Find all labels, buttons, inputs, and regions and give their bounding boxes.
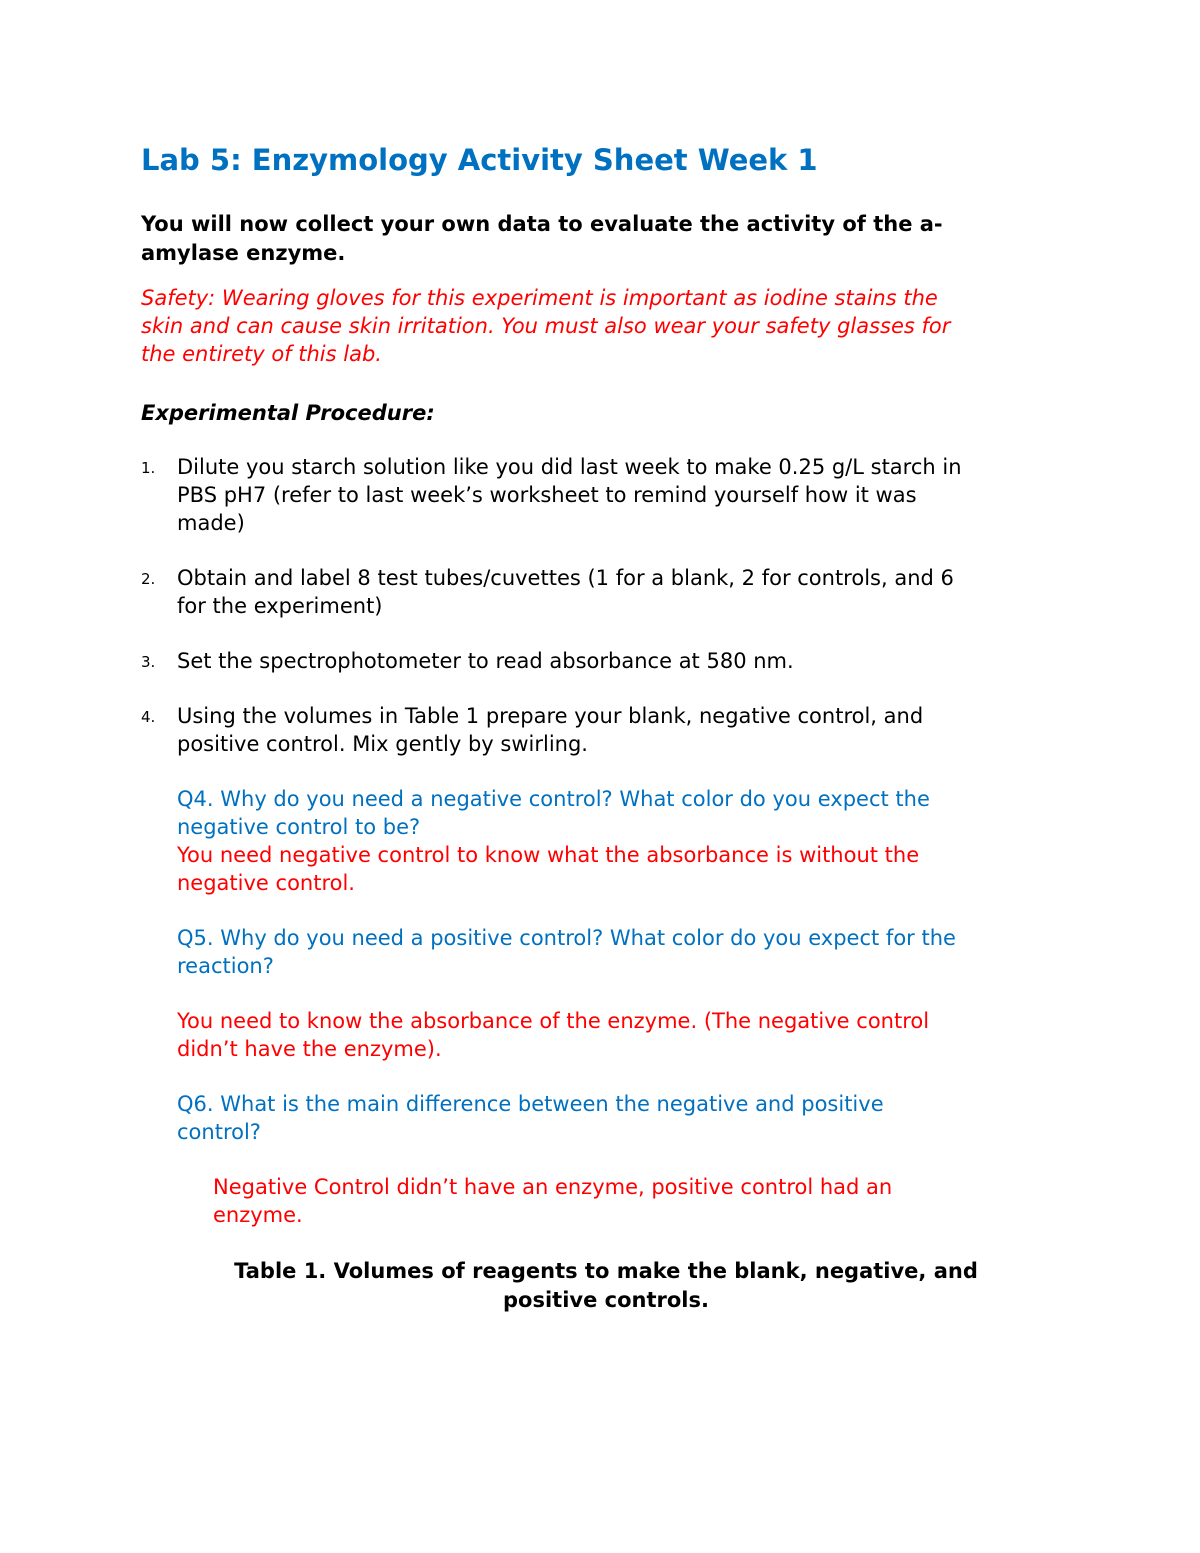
question-line: Q4. Why do you need a negative control? What color do you expect the bbox=[177, 787, 930, 811]
question-line: negative control to be? bbox=[177, 815, 421, 839]
procedure-heading: Experimental Procedure: bbox=[141, 401, 435, 425]
answer-line: enzyme. bbox=[213, 1203, 303, 1227]
answer-line: You need negative control to know what the absorbance is without the bbox=[177, 843, 920, 867]
table-caption bbox=[141, 1257, 1071, 1315]
procedure-step-2 bbox=[141, 564, 1071, 620]
step-number: 1. bbox=[141, 459, 156, 477]
safety-note bbox=[141, 284, 1071, 368]
caption-line: Table 1. Volumes of reagents to make the blank, negative, and bbox=[234, 1259, 978, 1283]
step-line: PBS pH7 (refer to last week’s worksheet to remind yourself how it was bbox=[177, 483, 917, 507]
answer-line: You need to know the absorbance of the enzyme. (The negative control bbox=[177, 1009, 930, 1033]
question-text bbox=[177, 924, 1071, 980]
answer-line: didn’t have the enzyme). bbox=[177, 1037, 442, 1061]
question-q4 bbox=[141, 785, 1071, 897]
answer-line: negative control. bbox=[177, 871, 355, 895]
intro-text bbox=[141, 210, 1071, 268]
answer-text bbox=[177, 1007, 1071, 1063]
step-number: 3. bbox=[141, 653, 156, 671]
question-line: Q5. Why do you need a positive control? What color do you expect for the bbox=[177, 926, 956, 950]
procedure-steps bbox=[141, 453, 1071, 758]
answer-text bbox=[213, 1173, 1071, 1229]
step-line: Obtain and label 8 test tubes/cuvettes (1 for a blank, 2 for controls, and 6 bbox=[177, 566, 954, 590]
step-number: 4. bbox=[141, 708, 156, 726]
question-q6 bbox=[141, 1090, 1071, 1146]
step-line: Using the volumes in Table 1 prepare your blank, negative control, and bbox=[177, 704, 924, 728]
document-page bbox=[141, 140, 1071, 1336]
step-line: made) bbox=[177, 511, 245, 535]
page-title: Lab 5: Enzymology Activity Sheet Week 1 bbox=[141, 143, 818, 177]
answer-line: Negative Control didn’t have an enzyme, positive control had an bbox=[213, 1175, 893, 1199]
question-line: Q6. What is the main difference between the negative and positive bbox=[177, 1092, 884, 1116]
step-number: 2. bbox=[141, 570, 156, 588]
step-line: Set the spectrophotometer to read absorbance at 580 nm. bbox=[177, 649, 794, 673]
step-line: positive control. Mix gently by swirling. bbox=[177, 732, 588, 756]
procedure-step-3 bbox=[141, 647, 1071, 675]
question-line: reaction? bbox=[177, 954, 274, 978]
safety-line: Safety: Wearing gloves for this experiment is important as iodine stains the bbox=[141, 286, 938, 310]
caption-line: positive controls. bbox=[503, 1288, 709, 1312]
procedure-step-4 bbox=[141, 702, 1071, 758]
step-line: for the experiment) bbox=[177, 594, 383, 618]
procedure-step-1 bbox=[141, 453, 1071, 537]
safety-line: skin and can cause skin irritation. You must also wear your safety glasses for bbox=[141, 314, 951, 338]
question-text bbox=[177, 785, 1071, 841]
question-q5 bbox=[141, 924, 1071, 1063]
step-line: Dilute you starch solution like you did last week to make 0.25 g/L starch in bbox=[177, 455, 962, 479]
safety-line: the entirety of this lab. bbox=[141, 342, 382, 366]
question-text bbox=[177, 1090, 1071, 1146]
question-line: control? bbox=[177, 1120, 261, 1144]
intro-line: amylase enzyme. bbox=[141, 241, 346, 265]
answer-q6 bbox=[141, 1173, 1071, 1229]
answer-text bbox=[177, 841, 1071, 897]
intro-line: You will now collect your own data to evaluate the activity of the a- bbox=[141, 212, 943, 236]
